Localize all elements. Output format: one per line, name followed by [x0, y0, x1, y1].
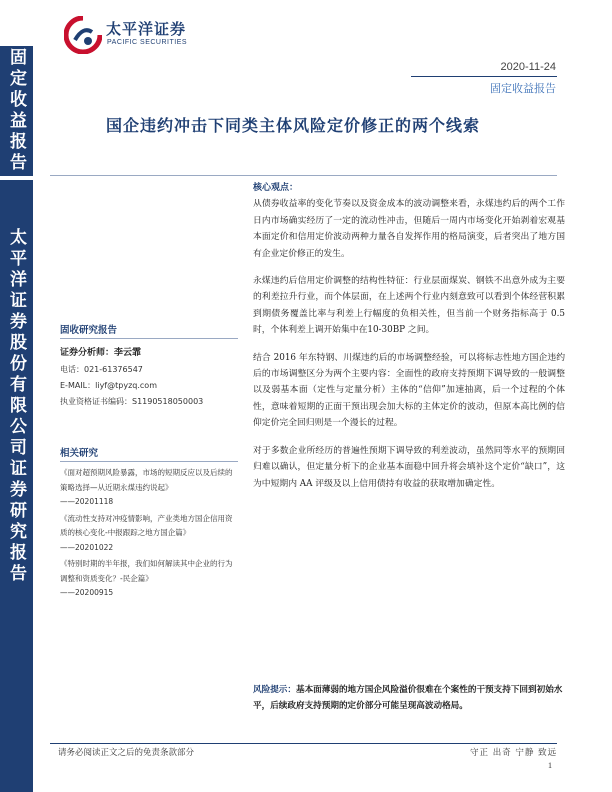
related-research-section — [60, 445, 238, 601]
core-heading: 核心观点： — [253, 183, 299, 193]
sidebar-top-label: 固定收益报告 — [6, 48, 26, 174]
header-divider — [411, 76, 557, 77]
research-divider — [60, 338, 238, 339]
core-paragraph: 对于多数企业所经历的普遍性预期下调导致的利差波动，虽然同等水平的预期回归难以确认，但定量分析下的企业基本面稳中回升将会填补这个定价“缺口”，这为中短期内 AA 评级及以上信用债持有收益的获取增加确定性。 — [253, 445, 565, 489]
analyst-phone: 电话：021-61376547 — [60, 365, 143, 374]
footer-motto: 守正 出奇 宁静 致远 — [470, 748, 558, 758]
analyst-label: 证券分析师： — [60, 348, 115, 358]
sidebar-bottom-label: 太平洋证券股份有限公司证券研究报告 — [6, 228, 26, 585]
analyst-line — [60, 345, 238, 358]
logo-cn-text: 太平洋证券 — [106, 20, 187, 38]
core-paragraph: 从债券收益率的变化节奏以及资金成本的波动调整来看，永煤违约后的两个工作日内市场确实经历了一定的流动性冲击，但随后一周内市场变化开始剥着宏观基本面定价和信用定价波动两种力量各自发挥作用的格局演变，后者突出了地方国有企业定价修正的发生。 — [253, 199, 565, 259]
title-divider — [50, 175, 557, 176]
page-title: 国企违约冲击下同类主体风险定价修正的两个线索 — [106, 116, 481, 135]
risk-warning — [253, 682, 565, 714]
research-heading: 固收研究报告 — [60, 325, 118, 336]
related-item[interactable]: 《面对超预期风险暴露，市场的短期反应以及后续的策略选择—从近期永煤违约说起》 — [60, 468, 233, 492]
page-number: 1 — [548, 761, 552, 770]
related-item-date: ——20201118 — [60, 497, 114, 506]
analyst-license: 执业资格证书编码：S1190518050003 — [60, 397, 204, 406]
footer-divider — [50, 743, 557, 744]
related-divider — [60, 461, 238, 462]
related-item[interactable]: 《特别时期的半年报，我们如何解读其中企业的行为调整和资质变化？-民企篇》 — [60, 559, 233, 583]
related-item-date: ——20200915 — [60, 588, 114, 597]
analyst-section — [60, 322, 238, 410]
sidebar-report-type — [0, 46, 33, 176]
analyst-email: E-MAIL：liyf@tpyzq.com — [60, 381, 157, 390]
logo-en-text: PACIFIC SECURITIES — [107, 39, 188, 46]
pacific-securities-logo-icon — [64, 16, 102, 54]
sidebar-company — [0, 180, 33, 792]
core-paragraph: 永煤违约后信用定价调整的结构性特征：行业层面煤炭、钢铁不出意外成为主要的利差拉升行业，而个体层面，在上述两个行业内刻意致可以看到个体经营积累到期债务覆盖比率与利差上行幅度的负相关性，但当前一个财务指标高于 0.5 时，个体利差上调开始集中在10-30BP 之间。 — [253, 276, 565, 336]
core-views — [253, 180, 565, 503]
report-type-label: 固定收益报告 — [490, 82, 556, 95]
report-date: 2020-11-24 — [500, 61, 556, 73]
core-paragraph: 结合 2016 年东特钢、川煤违约后的市场调整经验，可以将标志性地方国企违约后的市场调整区分为两个主要内容：全面性的政府支持预期下调导致的一般调整以及弱基本面（定性与定量分析）主体的“信仰”加速抽离，后一个过程的个体性，意味着短期的正面干预出现会加大标的主体定价的波动，但原本高比例的信仰定价完全回归则是一个漫长的过程。 — [253, 352, 565, 429]
risk-text: 基本面薄弱的地方国企风险溢价很难在个案性的干预支持下回到初始水平，后续政府支持预期的定价部分可能呈现高波动格局。 — [253, 685, 563, 711]
related-item-date: ——20201022 — [60, 542, 114, 552]
related-heading: 相关研究 — [60, 448, 99, 459]
analyst-name: 李云霏 — [114, 348, 142, 358]
footer-disclaimer[interactable]: 请务必阅读正文之后的免责条款部分 — [58, 748, 195, 758]
related-item[interactable]: 《流动性支持对冲疫情影响，产业类地方国企信用资质的核心变化-中报跟踪之地方国企篇》 — [60, 513, 233, 537]
risk-label: 风险提示： — [253, 685, 296, 695]
